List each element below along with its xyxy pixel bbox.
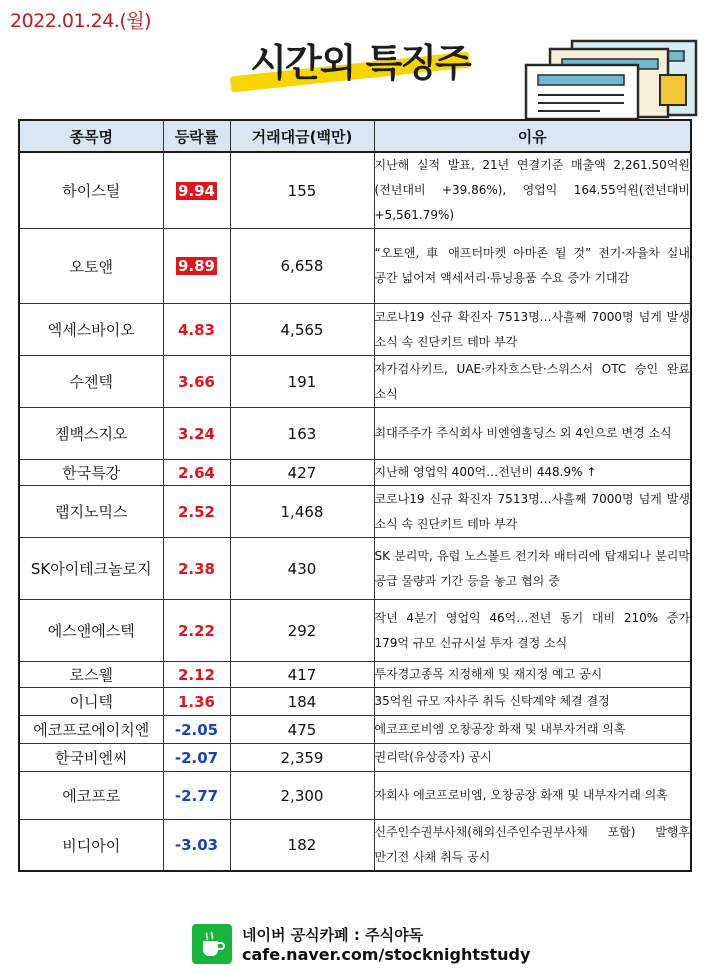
change-rate: 3.66	[177, 372, 215, 391]
table-row	[19, 152, 691, 229]
stock-name: 엑세스바이오	[19, 304, 163, 356]
table-header-row	[19, 120, 691, 152]
reason-text: 코로나19 신규 확진자 7513명…사흘째 7000명 넘게 발생 소식 속 진단키트 테마 부각	[374, 304, 691, 356]
table-row	[19, 600, 691, 662]
change-rate-cell	[163, 460, 230, 486]
change-rate-cell	[163, 772, 230, 820]
footer	[190, 918, 550, 970]
trade-amount: 6,658	[230, 229, 374, 304]
reason-text: SK 분리막, 유럽 노스볼트 전기차 배터리에 탑재되나 분리막 공급 물량과 기간 등을 놓고 협의 중	[374, 538, 691, 600]
change-rate-cell	[163, 688, 230, 716]
reason-text: 투자경고종목 지정해제 및 재지정 예고 공시	[374, 662, 691, 688]
trade-amount: 292	[230, 600, 374, 662]
change-rate-cell	[163, 600, 230, 662]
change-rate-cell	[163, 820, 230, 872]
table-row	[19, 460, 691, 486]
reason-text: 자가검사키트, UAE·카자흐스탄·스위스서 OTC 승인 완료 소식	[374, 356, 691, 408]
header-amount: 거래대금(백만)	[230, 120, 374, 152]
change-rate: -2.07	[174, 748, 219, 767]
table-row	[19, 486, 691, 538]
trade-amount: 2,359	[230, 744, 374, 772]
table-row	[19, 538, 691, 600]
page-title-block	[200, 24, 520, 94]
reason-text: “오토앤, 車 애프터마켓 아마존 될 것” 전기·자율차 실내 공간 넓어져 액세서리·튜닝용품 수요 증가 기대감	[374, 229, 691, 304]
trade-amount: 475	[230, 716, 374, 744]
change-rate: 1.36	[177, 692, 215, 711]
change-rate-cell	[163, 744, 230, 772]
reason-text: 자회사 에코프로비엠, 오창공장 화재 및 내부자거래 의혹	[374, 772, 691, 820]
stock-name: 한국비엔씨	[19, 744, 163, 772]
trade-amount: 2,300	[230, 772, 374, 820]
reason-text: 35억원 규모 자사주 취득 신탁계약 체결 결정	[374, 688, 691, 716]
change-rate-cell	[163, 356, 230, 408]
stock-name: 랩지노믹스	[19, 486, 163, 538]
header-name: 종목명	[19, 120, 163, 152]
trade-amount: 417	[230, 662, 374, 688]
trade-amount: 1,468	[230, 486, 374, 538]
reason-text: 권리락(유상증자) 공시	[374, 744, 691, 772]
change-rate: 9.89	[177, 257, 215, 275]
stock-name: 로스웰	[19, 662, 163, 688]
change-rate: 2.12	[177, 665, 215, 684]
change-rate: 4.83	[177, 320, 215, 339]
reason-text: 신주인수권부사채(해외신주인수권부사채 포함) 발행후 만기전 사채 취득 공시	[374, 820, 691, 872]
stock-table	[18, 119, 692, 872]
table-row	[19, 356, 691, 408]
reason-text: 지난해 실적 발표, 21년 연결기준 매출액 2,261.50억원(전년대비 +39.86%), 영업익 164.55억원(전년대비 +5,561.79%)	[374, 152, 691, 229]
trade-amount: 182	[230, 820, 374, 872]
table-row	[19, 304, 691, 356]
table-row	[19, 408, 691, 460]
stock-name: 하이스틸	[19, 152, 163, 229]
change-rate: 9.94	[177, 181, 215, 200]
table-row	[19, 662, 691, 688]
reason-text: 최대주주가 주식회사 비엔엠홀딩스 외 4인으로 변경 소식	[374, 408, 691, 460]
change-rate: -2.05	[174, 720, 219, 739]
change-rate: 3.24	[177, 424, 215, 443]
reason-text: 작년 4분기 영업익 46억…전년 동기 대비 210% 증가 179억 규모 신규시설 투자 결정 소식	[374, 600, 691, 662]
change-rate: -3.03	[174, 836, 219, 854]
stock-name: 비디아이	[19, 820, 163, 872]
stock-name: 이니텍	[19, 688, 163, 716]
change-rate: 2.38	[177, 559, 215, 578]
change-rate-cell	[163, 229, 230, 304]
change-rate-cell	[163, 538, 230, 600]
table-row	[19, 688, 691, 716]
trade-amount: 184	[230, 688, 374, 716]
stock-name: 수젠텍	[19, 356, 163, 408]
reason-text: 코로나19 신규 확진자 7513명…사흘째 7000명 넘게 발생 소식 속 진단키트 테마 부각	[374, 486, 691, 538]
date-label: 2022.01.24.(월)	[10, 10, 152, 32]
trade-amount: 4,565	[230, 304, 374, 356]
change-rate: -2.77	[174, 786, 219, 805]
table-row	[19, 716, 691, 744]
trade-amount: 191	[230, 356, 374, 408]
newspaper-stack-icon	[520, 35, 700, 120]
footer-cafe-url[interactable]: cafe.naver.com/stocknightstudy	[242, 945, 531, 964]
footer-cafe-name: 네이버 공식카페 : 주식야독	[242, 926, 424, 944]
trade-amount: 155	[230, 152, 374, 229]
change-rate: 2.52	[177, 502, 215, 521]
change-rate-cell	[163, 662, 230, 688]
table-row	[19, 744, 691, 772]
table-row	[19, 229, 691, 304]
stock-name: 에코프로	[19, 772, 163, 820]
stock-name: 젬백스지오	[19, 408, 163, 460]
change-rate-cell	[163, 304, 230, 356]
stock-name: 에스앤에스텍	[19, 600, 163, 662]
change-rate-cell	[163, 716, 230, 744]
page-title: 시간외 특징주	[250, 41, 470, 85]
cafe-cup-icon	[192, 924, 232, 964]
change-rate-cell	[163, 486, 230, 538]
trade-amount: 427	[230, 460, 374, 486]
reason-text: 에코프로비엠 오창공장 화재 및 내부자거래 의혹	[374, 716, 691, 744]
table-row	[19, 820, 691, 872]
reason-text: 지난해 영업익 400억…전년비 448.9% ↑	[374, 460, 691, 486]
header-reason: 이유	[374, 120, 691, 152]
table-row	[19, 772, 691, 820]
change-rate: 2.64	[177, 463, 215, 482]
stock-name: 에코프로에이치엔	[19, 716, 163, 744]
change-rate-cell	[163, 152, 230, 229]
trade-amount: 163	[230, 408, 374, 460]
change-rate: 2.22	[177, 621, 215, 640]
stock-name: 한국특강	[19, 460, 163, 486]
change-rate-cell	[163, 408, 230, 460]
trade-amount: 430	[230, 538, 374, 600]
stock-name: 오토앤	[19, 229, 163, 304]
stock-name: SK아이테크놀로지	[19, 538, 163, 600]
header-change: 등락률	[163, 120, 230, 152]
